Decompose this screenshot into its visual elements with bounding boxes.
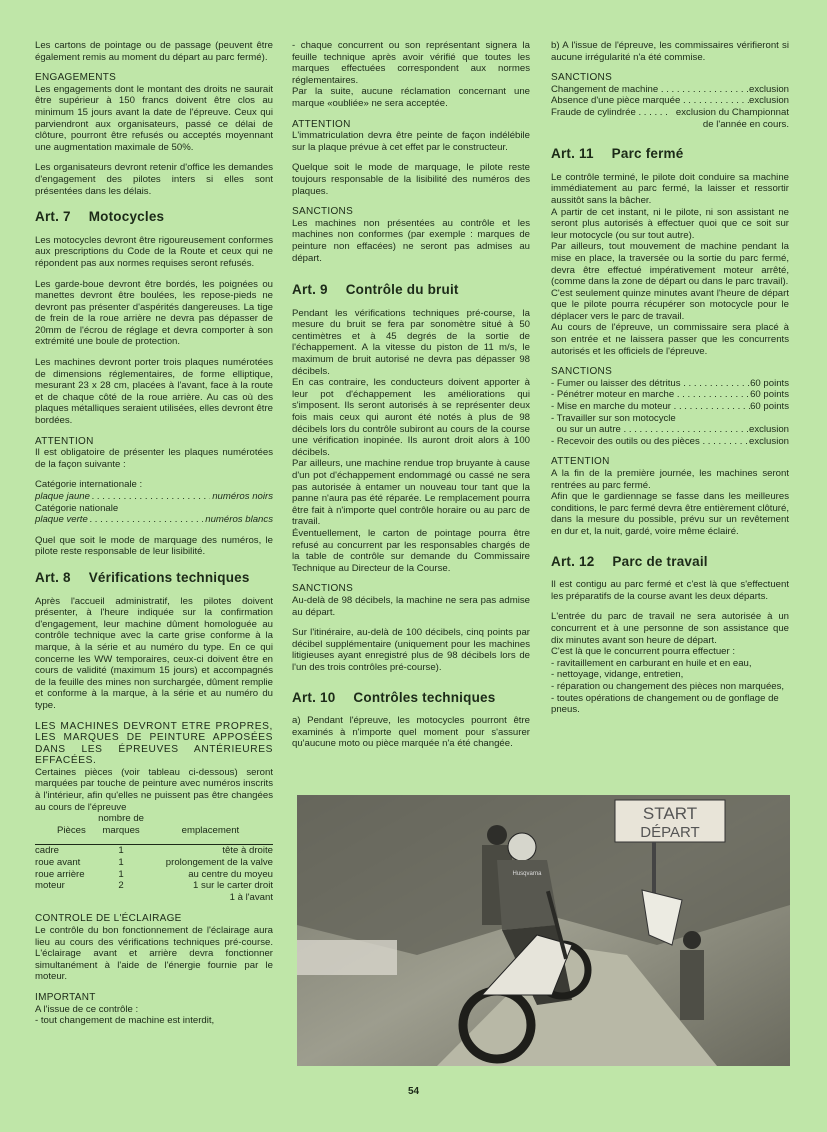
- art9-sanctions-text: Au-delà de 98 décibels, la machine ne sera pas admise au départ.: [292, 594, 530, 618]
- art12-title: Parc de travail: [612, 553, 708, 569]
- engagements-paragraph-2: Les organisateurs devront retenir d'office les demandes d'engagement des pilotes inters si elles sont présentées dans les délais.: [35, 162, 273, 197]
- sanctions-list: [551, 84, 789, 130]
- sanction-label: - Recevoir des outils ou des pièces . . .: [551, 436, 749, 448]
- art9-paragraph-5: Sur l'itinéraire, au-delà de 100 décibels, cinq points par décibel supplémentaire (uniquement pour les machines litigieuses ayant enregistré plus de 98 décibels lors de l'un des trois contrôles pré-course).: [292, 627, 530, 673]
- sanction-label: - Pénétrer moteur en marche . . .: [551, 389, 750, 401]
- art12-heading: [551, 553, 789, 569]
- art9-paragraph-1: Pendant les vérifications techniques pré-course, la mesure du bruit se fera par sonomètre situé à 50 centimètres et à 45 degrés de la sortie de l'échappement. A la vitesse du piston de 11 m/s, le maximum de bruit autorisé ne devra pas dépasser 98 décibels.: [292, 307, 530, 377]
- table-cell-emplacement: prolongement de la valve: [165, 857, 273, 869]
- art8-caps-paragraph: LES MACHINES DEVRONT ETRE PROPRES, LES MARQUES DE PEINTURE APPOSÉES DANS LES ÉPREUVES ANTÉRIEURES EFFACÉES.: [35, 720, 273, 767]
- sanction-value: 60 points: [750, 389, 789, 401]
- art8-heading: [35, 569, 273, 585]
- sanction-row: [551, 436, 789, 448]
- art11-paragraph-2: A partir de cet instant, ni le pilote, ni son assistant ne seront plus autorisés à effectuer quoi que ce soit sur leur motocycle (ou sur tout autre).: [551, 206, 789, 241]
- table-cell-piece: [35, 892, 94, 904]
- art7-paragraph-2: Les garde-boue devront être bordés, les poignées ou manettes devront être boulées, les repose-pieds ne devront pas présenter d'aspérités dangereuses. La tige de frein de la roue arrière ne devra pas dépasser de 20mm de l'écrou de réglage et devra comporter à son extrémité une boule de protection.: [35, 278, 273, 348]
- engagements-paragraph: Les engagements dont le montant des droits ne saurait être supérieur à 150 francs doivent être clos au minimum 15 jours avant la date de l'épreuve. Ceux qui parviendront aux organisateurs, passé ce délai de clôture, pourront être refusés ou acceptés moyennant une augmentation maximale de 50%.: [35, 83, 273, 153]
- table-cell-nombre: 1: [118, 857, 124, 869]
- table-row: [35, 880, 273, 892]
- engagements-heading: ENGAGEMENTS: [35, 72, 117, 84]
- art10-number: Art. 10: [292, 689, 336, 705]
- sanction-label: - Travailler sur son motocycle: [551, 412, 676, 424]
- table-cell-emplacement: tête à droite: [148, 845, 273, 857]
- table-cell-piece: cadre: [35, 845, 94, 857]
- cat-nat-plate: plaque verte: [35, 514, 88, 526]
- list-item: - toutes opérations de changement ou de gonflage de pneus.: [551, 693, 789, 716]
- sanctions-text: Les machines non présentées au contrôle et les machines non conformes (par exemple : marques de peinture non effacées) ne seront pas admises au départ.: [292, 217, 530, 264]
- art8-title: Vérifications techniques: [88, 569, 250, 585]
- sanction-label: Absence d'une pièce marquée . . .: [551, 95, 749, 107]
- table-cell-piece: roue avant: [35, 857, 81, 869]
- table-head-marques: marques: [102, 824, 140, 836]
- cat-intl-row: [35, 491, 273, 503]
- table-cell-emplacement: 1 à l'avant: [229, 891, 273, 903]
- cat-intl-plate: plaque jaune: [35, 491, 90, 502]
- column-1: [35, 40, 273, 1027]
- art10-title: Contrôles techniques: [353, 689, 496, 705]
- sanction-label: ou sur un autre . . .: [551, 424, 749, 436]
- art9-title: Contrôle du bruit: [345, 282, 459, 298]
- marquage-text: Quelque soit le mode de marquage, le pilote reste toujours responsable de la lisibilité des numéros des plaques.: [292, 162, 530, 197]
- sanction-value: exclusion: [749, 435, 789, 447]
- art9-number: Art. 9: [292, 282, 328, 298]
- enduro-start-photo: [297, 795, 790, 1066]
- column-3: [551, 40, 789, 725]
- marking-note: Quel que soit le mode de marquage des numéros, le pilote reste responsable de leur lisibilité.: [35, 534, 273, 558]
- cat-nat-numbers: numéros blancs: [205, 514, 273, 526]
- list-item: - réparation ou changement des pièces non marquées,: [551, 681, 789, 693]
- attention-heading: ATTENTION: [35, 435, 94, 447]
- art8-number: Art. 8: [35, 569, 71, 585]
- table-cell-emplacement: au centre du moyeu: [188, 868, 273, 880]
- art7-paragraph-1: Les motocycles devront être rigoureusement conformes aux prescriptions du Code de la Route et ceux qui ne répondent pas aux normes requises seront refusés.: [35, 234, 273, 269]
- art9-paragraph-3: Par ailleurs, une machine rendue trop bruyante à cause d'un pot d'échappement endommagé ou cassé ne sera pas autorisée à entamer un nouveau tour tant que la panne n'aura pas été réparée. Le remplacement pourra être fait à n'importe quel contrôle horaire ou au parc de travail.: [292, 458, 530, 528]
- art12-paragraph-2: L'entrée du parc de travail ne sera autorisée à un concurrent et à une personne de son assistance que dix minutes avant son heure de départ.: [551, 611, 789, 646]
- eclairage-heading: CONTROLE DE L'ÉCLAIRAGE: [35, 913, 182, 925]
- sanction-value: exclusion: [749, 95, 789, 107]
- art8-paragraph-1: Après l'accueil administratif, les pilotes doivent présenter, à l'heure indiquée sur la confirmation d'engagement, leur machine dûment homologuée au contrôle technique avec la carte grise conforme à la marque, à la série et au numéro du type. En ce qui concerne les WW temporaires, ceux-ci doivent être en cours de validité (maximum 15 jours) et accompagnés de la feuille des mines non surchargée, dûment remplie et conforme à la marque, à la série et au numéro du type.: [35, 595, 273, 711]
- attention-text-3: A la fin de la première journée, les machines seront rentrées au parc fermé.: [551, 468, 789, 491]
- cat-intl-numbers: numéros noirs: [212, 491, 273, 502]
- attention-text-2: L'immatriculation devra être peinte de façon indélébile sur la plaque prévue à cet effet par le constructeur.: [292, 130, 530, 153]
- table-cell-nombre: 1: [118, 868, 124, 880]
- art12-list: [551, 658, 789, 716]
- art11-paragraph-5: Au cours de l'épreuve, un commissaire sera placé à son entrée et ne laissera passer que les concurrents autorisés et les officiels de l'épreuve.: [551, 322, 789, 357]
- cat-nat-row: [35, 514, 273, 526]
- eclairage-text: Le contrôle du bon fonctionnement de l'éclairage aura lieu au cours des vérifications techniques pré-course. L'éclairage avant et arrière devra fonctionner simultanément à l'aide de l'énergie fournie par le moteur.: [35, 925, 273, 983]
- art10-item-a: a) Pendant l'épreuve, les motocycles pourront être examinés à n'importe quel moment pour s'assurer qu'aucune moto ou pièce marquée n'a été changée.: [292, 715, 530, 750]
- second-marshal-head: [683, 931, 701, 949]
- art12-paragraph-3: C'est là que le concurrent pourra effectuer :: [551, 646, 736, 658]
- intro-paragraph: Les cartons de pointage ou de passage (peuvent être également remis au moment du départ au parc fermé).: [35, 40, 273, 63]
- art9-paragraph-2: En cas contraire, les conducteurs doivent apporter à leur pot d'échappement les améliorations qui s'imposent. Ils seront autorisés à se représenter deux fois mais ceux qui auront été notés à plus de 98 décibels lors du contrôle subiront au cours de la course une vérification inopinée. Ils auront droit alors à 100 décibels.: [292, 377, 530, 458]
- page-number: 54: [407, 1086, 420, 1097]
- column-2: [292, 40, 530, 759]
- leader-dots: [90, 514, 203, 526]
- important-text-1: A l'issue de ce contrôle :: [35, 1003, 139, 1015]
- sanction-value: exclusion: [749, 424, 789, 436]
- sanction-label: Changement de machine . . .: [551, 84, 749, 96]
- sanction-row: [551, 84, 789, 96]
- table-head-pieces: Pièces: [57, 824, 86, 836]
- table-head-emplacement: emplacement: [181, 824, 240, 836]
- cat-nat-label: Catégorie nationale: [35, 502, 119, 514]
- rider-helmet: [508, 833, 536, 861]
- sanction-row: [551, 95, 789, 107]
- sanctions2-list: [551, 378, 789, 448]
- important-text-2: - tout changement de machine est interdit,: [35, 1015, 215, 1027]
- spectator-area: [297, 940, 397, 975]
- marks-table: [35, 813, 273, 903]
- sanctions-heading: SANCTIONS: [292, 206, 354, 218]
- art11-heading: [551, 148, 789, 160]
- sanction-row: [551, 424, 789, 436]
- sanction-value: 60 points: [750, 401, 789, 413]
- attention-text-3b: Afin que le gardiennage se fasse dans les meilleures conditions, le parc fermé devra être entièrement clôturé, dans la mesure du possible, prévu sur un revêtement en dur et, la nuit, gardé, voire même éclairé.: [551, 491, 789, 537]
- art12-number: Art. 12: [551, 553, 595, 569]
- sanctions-heading-3: SANCTIONS: [551, 72, 613, 84]
- start-sign-line-2: DÉPART: [640, 824, 700, 841]
- second-marshal-body: [680, 950, 704, 1020]
- sanction-value: 60 points: [750, 377, 789, 389]
- art11-paragraph-3: Par ailleurs, tout mouvement de machine pendant la mise en place, la traversée ou la sortie du parc fermé, devra être effectué impérativement moteur arrêté, (comme dans la zone de départ ou dans le parc travail).: [551, 241, 789, 288]
- cat-intl-label: Catégorie internationale :: [35, 479, 143, 491]
- art7-paragraph-3: Les machines devront porter trois plaques numérotées de dimensions réglementaires, de forme elliptique, mesurant 23 x 28 cm, placées à l'avant, face à la route et de chaque côté de la roue arrière. Au cas où des plaques métalliques seraient utilisées, elles devront être bordées.: [35, 357, 273, 427]
- sanction-label: - Fumer ou laisser des détritus . . .: [551, 378, 750, 390]
- table-cell-piece: moteur: [35, 880, 65, 892]
- table-head-nombre: nombre de: [98, 813, 144, 825]
- table-row: [35, 857, 273, 869]
- art11-title: Parc fermé: [611, 146, 684, 162]
- table-cell-emplacement: 1 sur le carter droit: [193, 880, 273, 892]
- art12-paragraph-1: Il est contigu au parc fermé et c'est là que s'effectuent les préparatifs de la course avant les deux départs.: [551, 579, 789, 602]
- art9-heading: [292, 284, 530, 296]
- art9-sanctions-heading: SANCTIONS: [292, 583, 354, 595]
- art11-paragraph-4: C'est seulement quinze minutes avant l'heure de départ que le pilote pourra récupérer son motocycle pour le déplacer vers le parc de travail.: [551, 287, 789, 322]
- table-cell-piece: roue arrière: [35, 868, 85, 880]
- sanction-label: Fraude de cylindrée . . .: [551, 107, 669, 130]
- attention-text: Il est obligatoire de présenter les plaques numérotées de la façon suivante :: [35, 447, 273, 470]
- art11-number: Art. 11: [551, 146, 594, 162]
- sanction-row: [551, 401, 789, 413]
- continued-text: - chaque concurrent ou son représentant signera la feuille technique après avoir vérifié que toutes les marques effectuées correspondent aux normes réglementaires.: [292, 40, 530, 86]
- art8-paragraph-2: Certaines pièces (voir tableau ci-dessous) seront marquées par touche de peinture avec numéros inscrits à l'intérieur, afin qu'elles ne puissent pas être changées au cours de l'épreuve: [35, 766, 273, 813]
- sanction-row: [551, 378, 789, 390]
- art10-item-b: b) A l'issue de l'épreuve, les commissaires vérifieront si aucune irrégularité n'a été commise.: [551, 40, 789, 63]
- list-item: - nettoyage, vidange, entretien,: [551, 669, 789, 681]
- important-heading: IMPORTANT: [35, 991, 96, 1003]
- art7-heading: [35, 211, 273, 223]
- art7-number: Art. 7: [35, 209, 71, 225]
- art11-paragraph-1: Le contrôle terminé, le pilote doit conduire sa machine immédiatement au parc fermé, la laisser et ressortir aussitôt sans la bâcher.: [551, 171, 789, 206]
- art9-paragraph-4: Éventuellement, le carton de pointage pourra être refusé au concurrent par les responsables chargés de la table de contrôle sur demande du Commissaire Technique au Directeur de la Course.: [292, 527, 530, 574]
- sanctions2-heading: SANCTIONS: [551, 366, 613, 378]
- art10-heading: [292, 689, 530, 705]
- art7-title: Motocycles: [88, 209, 165, 225]
- table-cell-nombre: [94, 892, 148, 904]
- sanction-value: exclusion: [749, 83, 789, 95]
- table-cell-nombre: 1: [94, 845, 148, 857]
- table-row: [35, 892, 273, 904]
- sanction-row: [551, 389, 789, 401]
- attention-heading-2: ATTENTION: [292, 118, 351, 130]
- sanction-row: [551, 413, 789, 425]
- marshal-head: [487, 825, 507, 845]
- leader-dots: [92, 491, 210, 503]
- sanction-label: - Mise en marche du moteur . . .: [551, 401, 750, 413]
- table-row: [35, 869, 273, 881]
- list-item: - ravitaillement en carburant en huile et en eau,: [551, 658, 789, 670]
- jersey-lettering: Husqvarna: [512, 871, 542, 877]
- reclamation-text: Par la suite, aucune réclamation concernant une marque «oubliée» ne sera acceptée.: [292, 86, 530, 109]
- table-row: [35, 845, 273, 857]
- start-sign-line-1: START: [642, 804, 698, 823]
- table-cell-nombre: 2: [118, 880, 124, 892]
- sanction-row: [551, 107, 789, 130]
- attention-heading-3: ATTENTION: [551, 456, 610, 468]
- sanction-value: exclusion du Championnat de l'année en cours.: [675, 106, 789, 130]
